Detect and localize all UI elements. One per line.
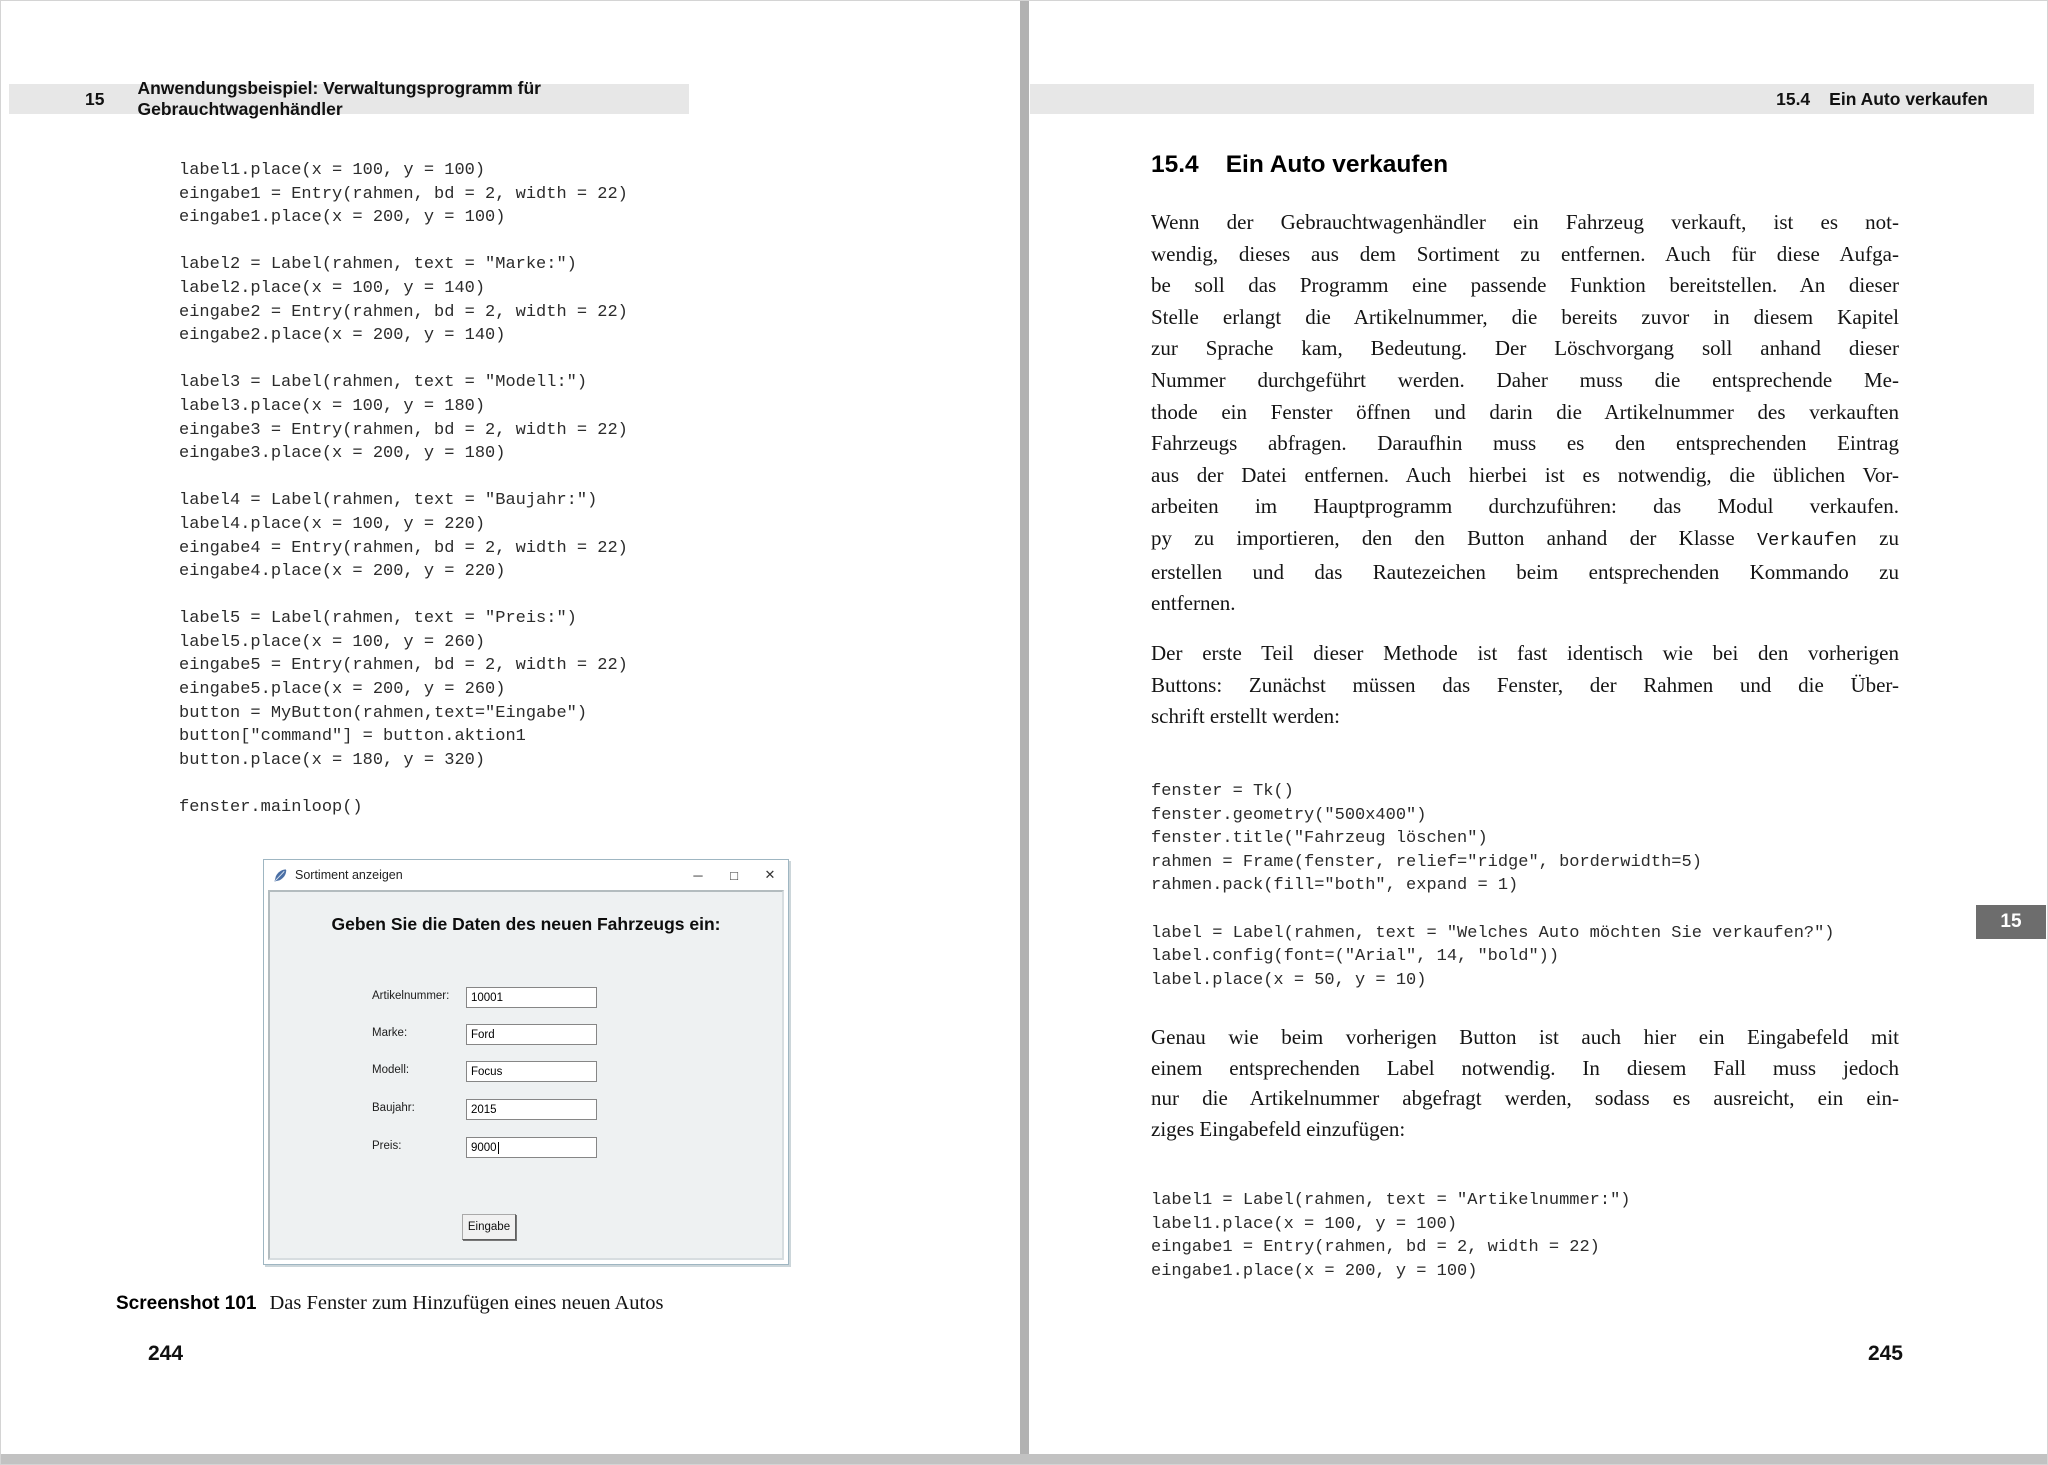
text-line: entfernen. [1151,591,1236,616]
baujahr-value: 2015 [471,1103,497,1116]
text-line: einem entsprechenden Label notwendig. In diesem Fall muss jedoch [1151,1055,1899,1080]
code-line [179,230,628,254]
code-line: label1.place(x = 100, y = 100) [179,161,486,180]
code-line: label2 = Label(rahmen, text = "Marke:") [179,255,577,275]
tk-feather-icon [273,868,288,883]
running-header-chapter-number: 15 [85,88,105,109]
code-listing [179,159,628,820]
running-header-left [9,78,689,119]
text-line: Stelle erlangt die Artikelnummer, die bereits zuvor in diesem Kapitel [1151,304,1899,329]
page-number-left: 244 [148,1342,184,1365]
code-line: fenster.mainloop() [179,798,363,818]
code-line: label.config(font=("Arial", 14, "bold")) [1151,947,1560,967]
code-line: button = MyButton(rahmen,text="Eingabe") [179,703,588,723]
code-line: fenster.title("Fahrzeug löschen") [1151,829,1488,849]
code-line [179,584,628,608]
text-line: aus der Datei entfernen. Auch hierbei ist es notwendig, die üblichen Vor- [1151,462,1899,487]
tk-window-controls [680,860,788,890]
inline-code: Verkaufen [1756,529,1857,551]
code-line: label.place(x = 50, y = 10) [1151,970,1427,990]
code-line: eingabe2.place(x = 200, y = 140) [179,326,506,346]
form-row [270,1061,782,1083]
code-line: eingabe4.place(x = 200, y = 220) [179,562,506,582]
running-header-right [1030,84,2034,114]
code-line: label3.place(x = 100, y = 180) [179,396,486,416]
artikelnummer-label: Artikelnummer: [372,990,450,1002]
running-header-section-number: 15.4 [1776,88,1811,109]
modell-value: Focus [471,1065,503,1078]
code-line: eingabe4 = Entry(rahmen, bd = 2, width = 22) [179,538,628,558]
caption-text: Das Fenster zum Hinzufügen eines neuen Autos [269,1292,664,1314]
modell-label: Modell: [372,1064,410,1076]
artikelnummer-value: 10001 [471,991,503,1004]
text-caret [498,1142,499,1154]
code-line: fenster = Tk() [1151,782,1294,801]
baujahr-entry[interactable] [466,1099,597,1120]
code-line: label1.place(x = 100, y = 100) [1151,1214,1458,1234]
text-line: Nummer durchgeführt werden. Daher muss die entsprechende Me- [1151,367,1899,392]
code-line: eingabe1.place(x = 200, y = 100) [179,208,506,228]
code-line: fenster.geometry("500x400") [1151,805,1427,825]
code-line: eingabe3.place(x = 200, y = 180) [179,444,506,464]
minimize-icon[interactable]: ─ [693,867,703,883]
running-header-section-title: Ein Auto verkaufen [1829,88,1988,109]
code-line: rahmen.pack(fill="both", expand = 1) [1151,876,1519,896]
tk-window-screenshot [263,859,789,1265]
preis-entry[interactable] [466,1137,597,1158]
close-icon[interactable]: ✕ [764,867,776,882]
code-line: eingabe1 = Entry(rahmen, bd = 2, width = 22) [1151,1238,1600,1258]
marke-value: Ford [471,1028,495,1041]
code-line: rahmen = Frame(fenster, relief="ridge", borderwidth=5) [1151,852,1702,872]
code-line: eingabe5.place(x = 200, y = 260) [179,680,506,700]
code-listing [1151,1189,1630,1283]
code-line: label1 = Label(rahmen, text = "Artikelnummer:") [1151,1191,1631,1210]
form-row [270,1099,782,1121]
form-row [270,987,782,1009]
marke-entry[interactable] [466,1024,597,1045]
screenshot-caption [116,1292,663,1315]
code-line: label3 = Label(rahmen, text = "Modell:") [179,373,588,393]
code-line: eingabe1 = Entry(rahmen, bd = 2, width = 22) [179,184,628,204]
text-line: be soll das Programm eine passende Funktion bereitstellen. An dieser [1151,273,1899,298]
code-line: button.place(x = 180, y = 320) [179,750,486,770]
form-row [270,1137,782,1159]
code-line [179,466,628,490]
left-page [1,1,1020,1464]
text-line: thode ein Fenster öffnen und darin die Artikelnummer des verkauften [1151,399,1899,424]
chapter-tab: 15 [1976,905,2046,939]
section-number: 15.4 [1151,151,1199,178]
text-line: schrift erstellt werden: [1151,704,1340,729]
text-line: ziges Eingabefeld einzufügen: [1151,1116,1406,1141]
text-line: Buttons: Zunächst müssen das Fenster, der Rahmen und die Über- [1151,672,1899,697]
tk-window-frame [268,890,784,1260]
caption-label: Screenshot 101 [116,1293,257,1314]
code-line [179,772,628,796]
code-line: button["command"] = button.aktion1 [179,727,526,747]
body-paragraph [1151,207,1899,620]
section-title: Ein Auto verkaufen [1225,151,1449,178]
text-line: Wenn der Gebrauchtwagenhändler ein Fahrzeug verkauft, ist es not- [1151,210,1899,234]
running-header-chapter-title: Anwendungsbeispiel: Verwaltungsprogramm für Gebrauchtwagenhändler [137,78,541,119]
maximize-icon[interactable]: □ [730,867,738,883]
page-number-right: 245 [1867,1342,1903,1365]
code-line: label = Label(rahmen, text = "Welches Auto möchten Sie verkaufen?") [1151,923,1835,943]
modell-entry[interactable] [466,1061,597,1082]
tk-window-title: Sortiment anzeigen [295,868,403,882]
body-paragraph [1151,638,1899,733]
code-line [1151,898,1835,922]
code-line: eingabe3 = Entry(rahmen, bd = 2, width = 22) [179,420,628,440]
text-line: Der erste Teil dieser Methode ist fast identisch wie bei den vorherigen [1151,641,1899,665]
text-line: zur Sprache kam, Bedeutung. Der Löschvorgang soll anhand dieser [1151,336,1899,361]
baujahr-label: Baujahr: [372,1102,415,1114]
code-line: label4 = Label(rahmen, text = "Baujahr:") [179,491,598,511]
artikelnummer-entry[interactable] [466,987,597,1008]
code-line: eingabe5 = Entry(rahmen, bd = 2, width = 22) [179,656,628,676]
text-line: py zu importieren, den den Button anhand der Klasse Verkaufen zu [1151,525,1900,551]
right-page [1030,1,2048,1464]
text-line: erstellen und das Rautezeichen beim entsprechenden Kommando zu [1151,559,1899,584]
text-line: wendig, dieses aus dem Sortiment zu entfernen. Auch für diese Aufga- [1151,241,1899,266]
form-row [270,1024,782,1046]
code-line: label2.place(x = 100, y = 140) [179,278,486,298]
text-line: Genau wie beim vorherigen Button ist auch hier ein Eingabefeld mit [1151,1025,1899,1049]
text-line: Fahrzeugs abfragen. Daraufhin muss es den entsprechenden Eintrag [1151,431,1899,456]
code-line [179,348,628,372]
code-line: label5 = Label(rahmen, text = "Preis:") [179,609,577,629]
preis-value: 9000 [471,1141,497,1154]
page-bottom-edge [1,1454,2048,1464]
code-listing [1151,780,1835,992]
page-gutter [1020,1,1029,1465]
tk-form-heading: Geben Sie die Daten des neuen Fahrzeugs ein: [331,914,721,934]
marke-label: Marke: [372,1027,408,1039]
preis-label: Preis: [372,1140,402,1152]
text-line: arbeiten im Hauptprogramm durchzuführen: das Modul verkaufen. [1151,494,1899,519]
tk-window-titlebar[interactable] [264,860,788,890]
code-line: label5.place(x = 100, y = 260) [179,632,486,652]
code-line: label4.place(x = 100, y = 220) [179,514,486,534]
body-paragraph [1151,1022,1899,1144]
text-line: nur die Artikelnummer abgefragt werden, sodass es ausreicht, ein ein- [1151,1086,1899,1111]
code-line: eingabe2 = Entry(rahmen, bd = 2, width = 22) [179,302,628,322]
section-heading [1151,151,1448,179]
eingabe-button[interactable]: Eingabe [462,1214,516,1240]
code-line: eingabe1.place(x = 200, y = 100) [1151,1261,1478,1281]
